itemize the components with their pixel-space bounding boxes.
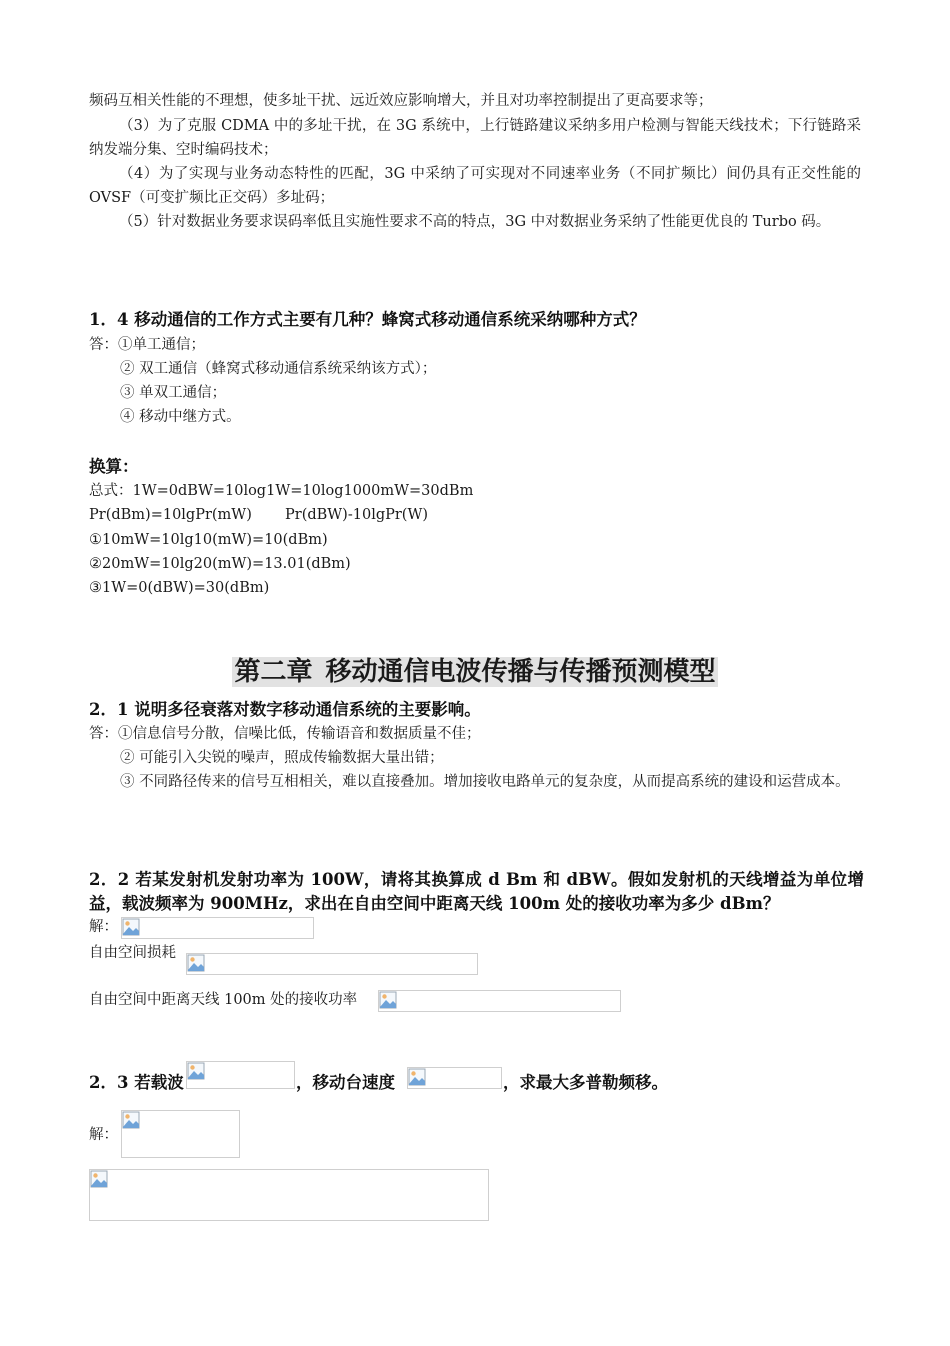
broken-image-icon: [122, 1111, 140, 1129]
chapter-number: 第二章: [234, 657, 313, 687]
formula-line: ②20mW=10lg20(mW)=13.01(dBm): [89, 556, 351, 572]
paragraph-item-4: （4）为了实现与业务动态特性的匹配，3G 中采纳了可实现对不同速率业务（不同扩频比）间仍具有正交性能的 OVSF（可变扩频比正交码）多址码；: [89, 166, 861, 206]
question-2-3-heading-part3: ，求最大多普勒频移。: [503, 1073, 668, 1092]
answer-line: ④ 移动中继方式。: [120, 409, 241, 425]
answer-line: 答：①单工通信；: [89, 337, 205, 353]
chapter-name: 移动通信电波传播与传播预测模型: [316, 657, 716, 687]
formula-line: 总式：1W=0dBW=10log1W=10log1000mW=30dBm: [89, 483, 474, 499]
equation-image: [407, 1067, 502, 1089]
formula-line: Pr(dBW)-10lgPr(W): [285, 507, 429, 523]
formula-line: ③1W=0(dBW)=30(dBm): [89, 580, 270, 596]
broken-image-icon: [187, 1062, 205, 1080]
solution-label: 解：: [89, 1127, 118, 1143]
answer-line: ② 双工通信（蜂窝式移动通信系统采纳该方式）；: [120, 361, 437, 377]
paragraph-line: 频码互相关性能的不理想，使多址干扰、远近效应影响增大，并且对功率控制提出了更高要求等；: [89, 93, 713, 109]
broken-image-icon: [90, 1170, 108, 1188]
equation-image: [378, 990, 621, 1012]
free-space-loss-label: 自由空间损耗: [89, 945, 176, 961]
paragraph-item-5: （5）针对数据业务要求误码率低且实施性要求不高的特点，3G 中对数据业务采纳了性能更优良的 Turbo 码。: [119, 214, 831, 230]
question-2-3-heading-part1: 2．3 若载波: [89, 1073, 184, 1092]
paragraph-item-3: （3）为了克服 CDMA 中的多址干扰，在 3G 系统中，上行链路建议采纳多用户检测与智能天线技术；下行链路采纳发端分集、空时编码技术；: [89, 118, 861, 158]
question-2-3-heading-part2: ，移动台速度: [296, 1073, 395, 1092]
formula-line: Pr(dBm)=10lgPr(mW): [89, 507, 252, 523]
answer-line: 答：①信息信号分散，信噪比低，传输语音和数据质量不佳；: [89, 726, 481, 742]
question-2-2-heading: 2．2 若某发射机发射功率为 100W，请将其换算成 d Bm 和 dBW。假如发射机的天线增益为单位增益，载波频率为 900MHz，求出在自由空间中距离天线 100m 处的接收功率为多少 dBm？: [89, 870, 864, 913]
answer-line: ③ 不同路径传来的信号互相相关，难以直接叠加。增加接收电路单元的复杂度，从而提高系统的建设和运营成本。: [120, 774, 850, 790]
broken-image-icon: [187, 954, 205, 972]
solution-label: 解：: [89, 919, 118, 935]
broken-image-icon: [122, 918, 140, 936]
broken-image-icon: [408, 1068, 426, 1086]
received-power-label: 自由空间中距离天线 100m 处的接收功率: [89, 992, 358, 1008]
chapter-title: [0, 652, 950, 692]
question-1-4-heading: 1．4 移动通信的工作方式主要有几种？蜂窝式移动通信系统采纳哪种方式？: [89, 310, 646, 329]
equation-image: [121, 917, 314, 939]
answer-line: ② 可能引入尖锐的噪声，照成传输数据大量出错；: [120, 750, 444, 766]
formula-line: ①10mW=10lg10(mW)=10(dBm): [89, 532, 328, 548]
equation-image: [121, 1110, 240, 1158]
equation-image: [186, 1061, 295, 1089]
equation-image: [186, 953, 478, 975]
broken-image-icon: [379, 991, 397, 1009]
question-2-1-heading: 2．1 说明多径衰落对数字移动通信系统的主要影响。: [89, 700, 481, 719]
answer-line: ③ 单双工通信；: [120, 385, 227, 401]
conversion-heading: 换算：: [89, 457, 139, 476]
equation-image: [89, 1169, 489, 1221]
